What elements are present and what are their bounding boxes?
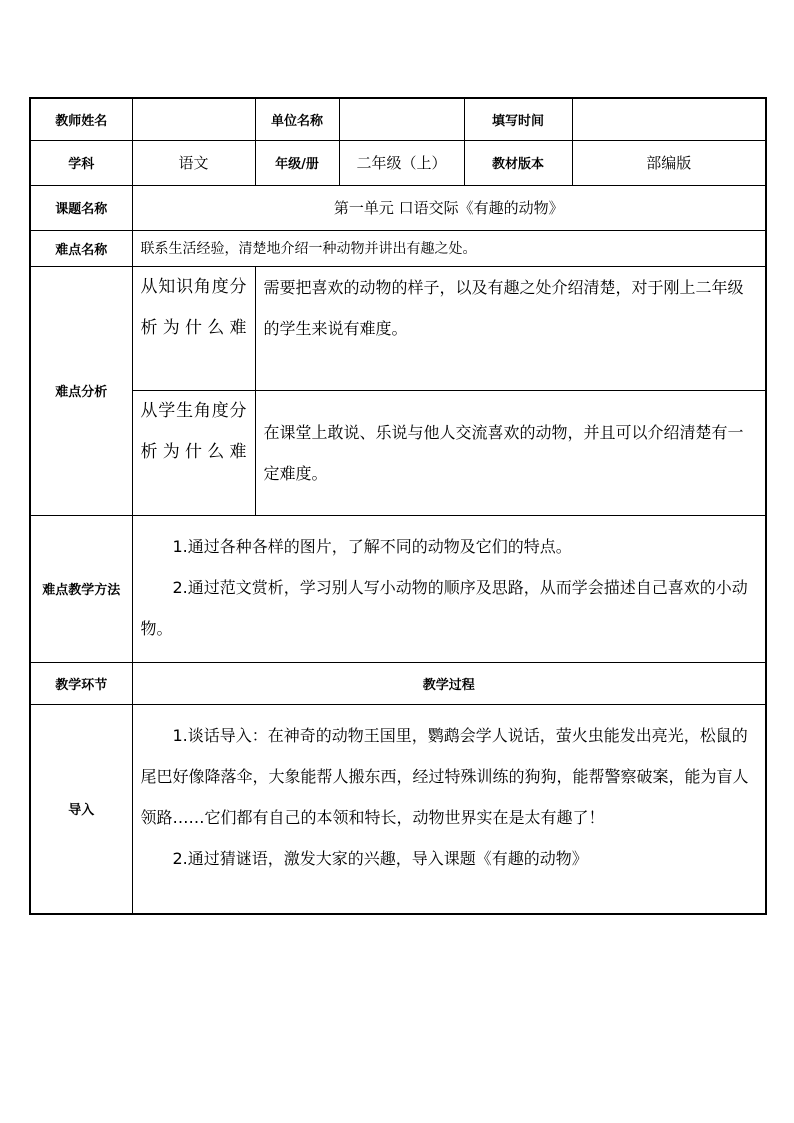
analysis-label: 难点分析 [30, 266, 132, 515]
intro-content [132, 704, 766, 914]
edition-label: 教材版本 [464, 140, 572, 185]
intro-label: 导入 [30, 704, 132, 914]
analysis-student-row [30, 390, 766, 515]
process-header-label: 教学过程 [132, 662, 766, 704]
difficulty-value: 联系生活经验，清楚地介绍一种动物并讲出有趣之处。 [132, 230, 766, 266]
knowledge-angle-label: 从知识角度分析为什么难 [132, 266, 255, 390]
method-item-2: 2.通过范文赏析，学习别人写小动物的顺序及思路，从而学会描述自己喜欢的小动物。 [140, 577, 748, 638]
fill-date-label: 填写时间 [464, 98, 572, 140]
grade-value: 二年级（上） [339, 140, 464, 185]
lesson-plan-table [29, 97, 767, 915]
edition-value: 部编版 [572, 140, 766, 185]
student-angle-text: 在课堂上敢说、乐说与他人交流喜欢的动物，并且可以介绍清楚有一定难度。 [255, 390, 766, 515]
process-header-row [30, 662, 766, 704]
methods-label: 难点教学方法 [30, 515, 132, 662]
method-item-1: 1.通过各种各样的图片，了解不同的动物及它们的特点。 [172, 536, 572, 556]
teacher-name-label: 教师姓名 [30, 98, 132, 140]
topic-label: 课题名称 [30, 185, 132, 230]
header-row-subject [30, 140, 766, 185]
stage-header-label: 教学环节 [30, 662, 132, 704]
intro-item-1: 1.谈话导入：在神奇的动物王国里，鹦鹉会学人说话，萤火虫能发出亮光，松鼠的尾巴好像降落伞，大象能帮人搬东西，经过特殊训练的狗狗，能帮警察破案，能为盲人领路……它们都有自己的本领和特长，动物世界实在是太有趣了！ [140, 725, 749, 827]
unit-name-value [339, 98, 464, 140]
knowledge-angle-text: 需要把喜欢的动物的样子，以及有趣之处介绍清楚，对于刚上二年级的学生来说有难度。 [255, 266, 766, 390]
intro-item-2: 2.通过猜谜语，激发大家的兴趣，导入课题《有趣的动物》 [172, 848, 588, 868]
unit-name-label: 单位名称 [255, 98, 339, 140]
difficulty-row [30, 230, 766, 266]
topic-row [30, 185, 766, 230]
intro-row [30, 704, 766, 914]
grade-label: 年级/册 [255, 140, 339, 185]
methods-row [30, 515, 766, 662]
subject-value: 语文 [132, 140, 255, 185]
analysis-knowledge-row [30, 266, 766, 390]
fill-date-value [572, 98, 766, 140]
topic-value: 第一单元 口语交际《有趣的动物》 [132, 185, 766, 230]
methods-content [132, 515, 766, 662]
header-row-teacher [30, 98, 766, 140]
teacher-name-value [132, 98, 255, 140]
difficulty-label: 难点名称 [30, 230, 132, 266]
subject-label: 学科 [30, 140, 132, 185]
student-angle-label: 从学生角度分析为什么难 [132, 390, 255, 515]
